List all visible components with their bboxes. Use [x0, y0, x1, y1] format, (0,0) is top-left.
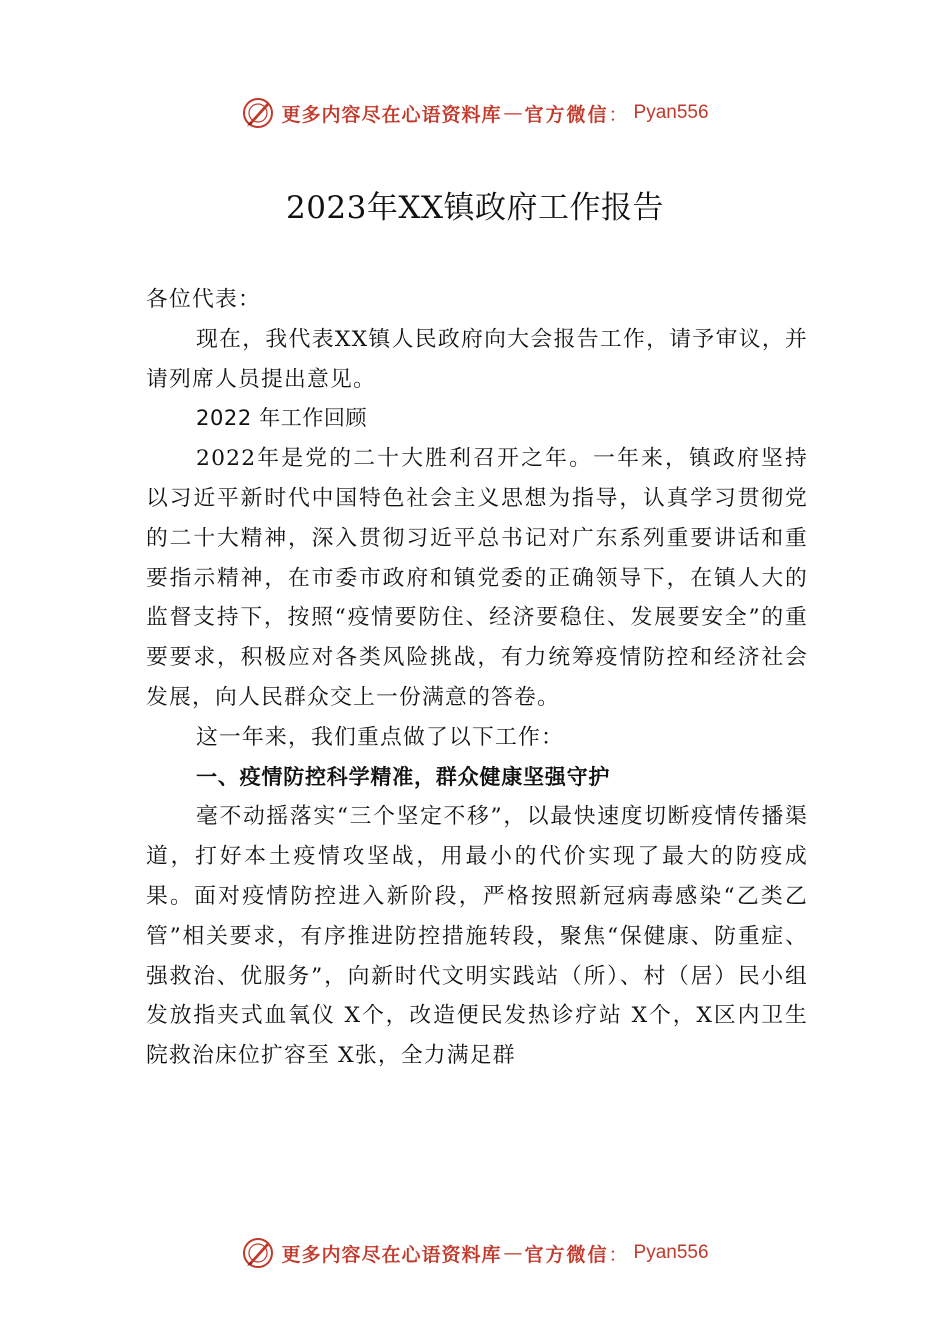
watermark-colon: ：: [608, 1243, 628, 1266]
watermark-footer: [0, 1236, 950, 1270]
section-one-paragraph: 毫不动摇落实“三个坚定不移”，以最快速度切断疫情传播渠道，打好本土疫情攻坚战，用最小的代价实现了最大的防疫成果。面对疫情防控进入新阶段，严格按照新冠病毒感染“乙类乙管”相关要求，有序推进防控措施转段，聚焦“保健康、防重症、强救治、优服务”，向新时代文明实践站（所）、村（居）民小组发放指夹式血氧仪 X个，改造便民发热诊疗站 X个，X区内卫生院救治床位扩容至 X张，全力满足群: [146, 804, 808, 1069]
review-paragraph: 2022年是党的二十大胜利召开之年。一年来，镇政府坚持以习近平新时代中国特色社会主义思想为指导，认真学习贯彻党的二十大精神，深入贯彻习近平总书记对广东系列重要讲话和重要指示精神，在市委市政府和镇党委的正确领导下，在镇人大的监督支持下，按照“疫情要防住、经济要稳住、发展要安全”的重要要求，积极应对各类风险挑战，有力统筹疫情防控和经济社会发展，向人民群众交上一份满意的答卷。: [146, 446, 808, 710]
section-heading-review: 2022 年工作回顾: [196, 406, 368, 431]
watermark-separator: —: [503, 102, 523, 124]
watermark-main-text: 更多内容尽在心语资料库: [281, 1243, 502, 1266]
intro-paragraph: 现在，我代表XX镇人民政府向大会报告工作，请予审议，并请列席人员提出意见。: [146, 326, 808, 392]
watermark-wechat-id: Pyan556: [633, 1242, 709, 1263]
salutation: 各位代表：: [146, 287, 261, 312]
watermark-main-text: 更多内容尽在心语资料库: [281, 103, 502, 126]
document-body: [146, 280, 808, 1076]
document-title: 2023年XX镇政府工作报告: [285, 190, 665, 226]
section-heading-one: 一、疫情防控科学精准，群众健康坚强守护: [196, 764, 611, 789]
watermark-wechat-label: 官方微信: [524, 1243, 609, 1266]
watermark-header: [0, 96, 950, 130]
pen-circle-logo-icon: [241, 96, 275, 130]
watermark-wechat-id: Pyan556: [633, 102, 709, 123]
work-intro-paragraph: 这一年来，我们重点做了以下工作：: [196, 724, 564, 750]
watermark-separator: —: [503, 1242, 523, 1264]
pen-circle-logo-icon: [241, 1236, 275, 1270]
watermark-wechat-label: 官方微信: [524, 103, 609, 126]
watermark-colon: ：: [608, 103, 628, 126]
